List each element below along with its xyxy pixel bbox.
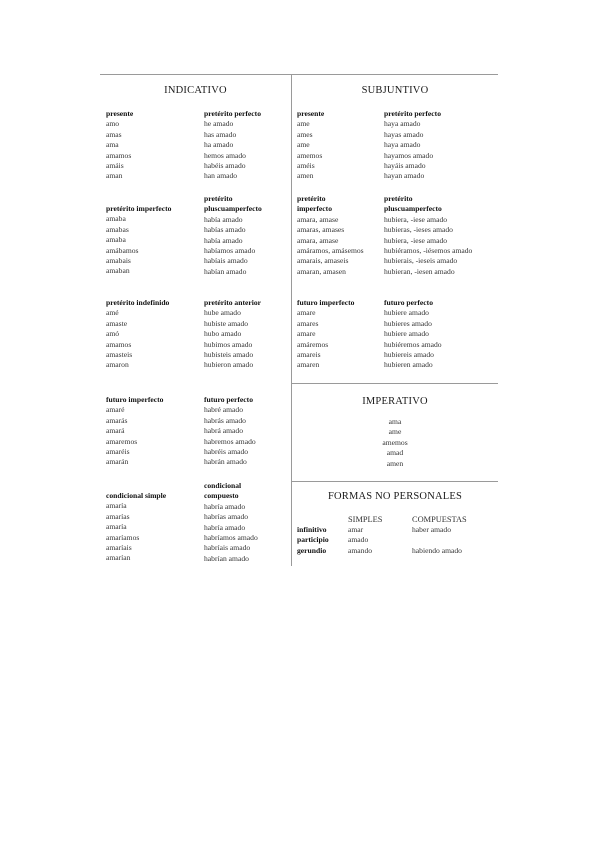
tense-heading: pluscuamperfecto — [204, 204, 262, 214]
verb-form: amad — [386, 448, 404, 458]
verb-form: hubieran, -iesen amado — [384, 266, 455, 276]
imperativo-top-rule — [292, 383, 498, 384]
imperativo-title: IMPERATIVO — [362, 396, 428, 407]
verb-form: hubieres amado — [384, 318, 432, 328]
verb-form: habríamos amado — [204, 532, 258, 542]
formas-top-rule — [292, 481, 498, 482]
verb-form: amo — [106, 119, 120, 129]
verb-form: hubiera, -iese amado — [384, 235, 448, 245]
verb-form: amamos — [106, 339, 132, 349]
fnp-label-infinitivo: infinitivo — [297, 525, 327, 534]
verb-form: habíamos amado — [204, 245, 256, 255]
verb-form: amarás — [106, 415, 128, 425]
verb-form: habrían amado — [204, 553, 249, 563]
verb-form: amaban — [106, 266, 130, 276]
subj-futuro-perfecto — [384, 298, 442, 371]
verb-form: ame — [297, 140, 310, 150]
verb-form: hubierais, -ieseis amado — [384, 256, 458, 266]
verb-form: amare — [297, 308, 316, 318]
verb-form: amaría — [106, 522, 127, 532]
tense-heading: pluscuamperfecto — [384, 204, 442, 214]
verb-form: había amado — [204, 235, 243, 245]
verb-form: amare — [297, 329, 316, 339]
verb-form: hubiere amado — [384, 329, 429, 339]
verb-form: ame — [297, 119, 310, 129]
fnp-labels — [297, 525, 329, 556]
ind-preterito-anterior — [204, 298, 261, 371]
verb-form: habiendo amado — [412, 545, 462, 555]
fnp-label-participio: participio — [297, 535, 329, 545]
subj-pluscuamperfecto — [384, 194, 472, 277]
imperativo-forms — [355, 417, 435, 469]
verb-form: amemos — [382, 437, 408, 447]
verb-form: habéis amado — [204, 160, 246, 170]
verb-form: amó — [106, 329, 120, 339]
verb-form: hubiereis amado — [384, 349, 434, 359]
verb-form: hemos amado — [204, 150, 246, 160]
verb-form: amando — [348, 545, 373, 555]
verb-form: ama — [388, 417, 402, 426]
verb-form: habíais amado — [204, 256, 248, 266]
tense-heading: imperfecto — [297, 204, 332, 214]
verb-form: habrán amado — [204, 457, 247, 467]
verb-form: habremos amado — [204, 436, 256, 446]
tense-heading: pretérito imperfecto — [106, 204, 172, 213]
verb-form: habría amado — [204, 522, 246, 532]
tense-heading: pretérito anterior — [204, 298, 261, 307]
verb-form: hubieren amado — [384, 360, 433, 370]
tense-heading: futuro imperfecto — [297, 298, 355, 307]
verb-form: habréis amado — [204, 446, 249, 456]
verb-form: habrás amado — [204, 415, 246, 425]
tense-heading: pretérito indefinido — [106, 298, 170, 307]
verb-form: amaríamos — [106, 532, 140, 542]
verb-form: amáremos — [297, 339, 329, 349]
tense-heading: futuro imperfecto — [106, 395, 164, 404]
verb-form: amamos — [106, 150, 132, 160]
verb-form: habría amado — [204, 501, 246, 511]
subj-futuro-imperfecto — [297, 298, 354, 371]
verb-form: hubiéramos, -iésemos amado — [384, 245, 473, 255]
verb-form: hayan amado — [384, 171, 425, 181]
verb-form: ames — [297, 129, 313, 139]
verb-form: amarían — [106, 553, 131, 563]
formas-no-personales-title: FORMAS NO PERSONALES — [327, 491, 463, 502]
tense-heading: pretérito perfecto — [384, 109, 441, 118]
verb-form: amáramos, amásemos — [297, 245, 364, 255]
tense-heading: presente — [297, 109, 325, 118]
verb-form: hubiéremos amado — [384, 339, 442, 349]
verb-form: amara, amase — [297, 235, 339, 245]
verb-form: haya amado — [384, 119, 421, 129]
fnp-col-simples: SIMPLES — [348, 515, 383, 524]
ind-futuro-perfecto — [204, 395, 256, 468]
subjuntivo-title: SUBJUNTIVO — [361, 85, 429, 96]
verb-form: amarán — [106, 457, 129, 467]
verb-form: había amado — [204, 214, 243, 224]
verb-form: habríais amado — [204, 543, 251, 553]
verb-form: habrías amado — [204, 512, 249, 522]
ind-pluscuamperfecto — [204, 194, 262, 277]
verb-form: hubiera, -iese amado — [384, 214, 448, 224]
verb-form: amaríais — [106, 542, 132, 552]
verb-form: amabais — [106, 255, 131, 265]
verb-form: han amado — [204, 171, 238, 181]
verb-form: amara, amase — [297, 214, 339, 224]
tense-heading: futuro perfecto — [384, 298, 433, 307]
verb-form: amaron — [106, 360, 129, 370]
verb-form: amaba — [106, 214, 126, 224]
verb-form: hube amado — [204, 308, 241, 318]
verb-form: hubiere amado — [384, 308, 429, 318]
verb-form: amábamos — [106, 245, 139, 255]
ind-condicional-simple — [106, 491, 166, 564]
verb-form: hubo amado — [204, 329, 242, 339]
ind-futuro-imperfecto — [106, 395, 163, 468]
verb-form: amaría — [106, 501, 127, 511]
verb-form: amares — [297, 318, 319, 328]
verb-form: hubieras, -ieses amado — [384, 225, 453, 235]
verb-form: ha amado — [204, 140, 234, 150]
fnp-col-compuestas: COMPUESTAS — [412, 515, 467, 524]
verb-form: haber amado — [412, 525, 452, 534]
tense-heading: futuro perfecto — [204, 395, 253, 404]
verb-form: amé — [106, 308, 119, 318]
fnp-label-gerundio: gerundio — [297, 545, 327, 555]
verb-form: amasteis — [106, 349, 133, 359]
verb-form: amarías — [106, 511, 130, 521]
verb-form: haya amado — [384, 140, 421, 150]
subj-preterito-imperfecto — [297, 194, 364, 277]
verb-form: has amado — [204, 129, 237, 139]
verb-form: habías amado — [204, 225, 246, 235]
verb-form: amemos — [297, 150, 323, 160]
fnp-simples — [348, 525, 372, 556]
verb-form: hayamos amado — [384, 150, 434, 160]
verb-form: amaran, amasen — [297, 266, 346, 276]
tense-heading: pretérito — [384, 194, 413, 203]
verb-form: amarais, amaseis — [297, 256, 349, 266]
verb-form: ama — [106, 140, 119, 150]
indicativo-title: INDICATIVO — [164, 85, 227, 96]
verb-form: amaras, amases — [297, 225, 345, 235]
ind-presente — [106, 109, 133, 182]
ind-preterito-imperfecto — [106, 204, 171, 277]
verb-form: habían amado — [204, 266, 247, 276]
top-rule — [100, 74, 498, 75]
verb-form: amaren — [297, 360, 320, 370]
verb-form: amaré — [106, 405, 125, 415]
subj-preterito-perfecto — [384, 109, 441, 182]
tense-heading: pretérito perfecto — [204, 109, 261, 118]
tense-heading: pretérito — [297, 194, 326, 203]
verb-form: he amado — [204, 119, 234, 129]
tense-heading: condicional simple — [106, 491, 167, 500]
ind-condicional-compuesto — [204, 481, 258, 564]
verb-form: amar — [348, 525, 364, 534]
verb-form: hubisteis amado — [204, 349, 254, 359]
verb-form: amaréis — [106, 446, 130, 456]
verb-form: amaremos — [106, 436, 138, 446]
verb-form: améis — [297, 160, 315, 170]
verb-form — [412, 535, 462, 545]
subj-presente — [297, 109, 324, 182]
verb-form: amado — [348, 535, 369, 545]
fnp-compuestas — [412, 525, 462, 556]
verb-form: aman — [106, 171, 123, 181]
verb-form: hayas amado — [384, 129, 424, 139]
verb-form: hubieron amado — [204, 360, 254, 370]
verb-form: amaste — [106, 318, 128, 328]
verb-form: amaba — [106, 235, 126, 245]
verb-form: hubimos amado — [204, 339, 253, 349]
verb-form: hubiste amado — [204, 318, 249, 328]
tense-heading: compuesto — [204, 491, 239, 501]
verb-form: amen — [297, 171, 314, 181]
verb-form: habrá amado — [204, 426, 244, 436]
verb-form: hayáis amado — [384, 160, 426, 170]
verb-form: amas — [106, 129, 122, 139]
verb-form: ame — [388, 427, 402, 437]
verb-form: amareis — [297, 349, 321, 359]
tense-heading: presente — [106, 109, 134, 118]
ind-preterito-perfecto — [204, 109, 261, 182]
verb-form: amabas — [106, 224, 129, 234]
verb-form: amará — [106, 426, 125, 436]
verb-form: amáis — [106, 160, 124, 170]
verb-form: habré amado — [204, 405, 244, 415]
ind-preterito-indefinido — [106, 298, 169, 371]
verb-form: amen — [386, 458, 404, 468]
tense-heading: pretérito — [204, 194, 233, 203]
tense-heading: condicional — [204, 481, 242, 490]
